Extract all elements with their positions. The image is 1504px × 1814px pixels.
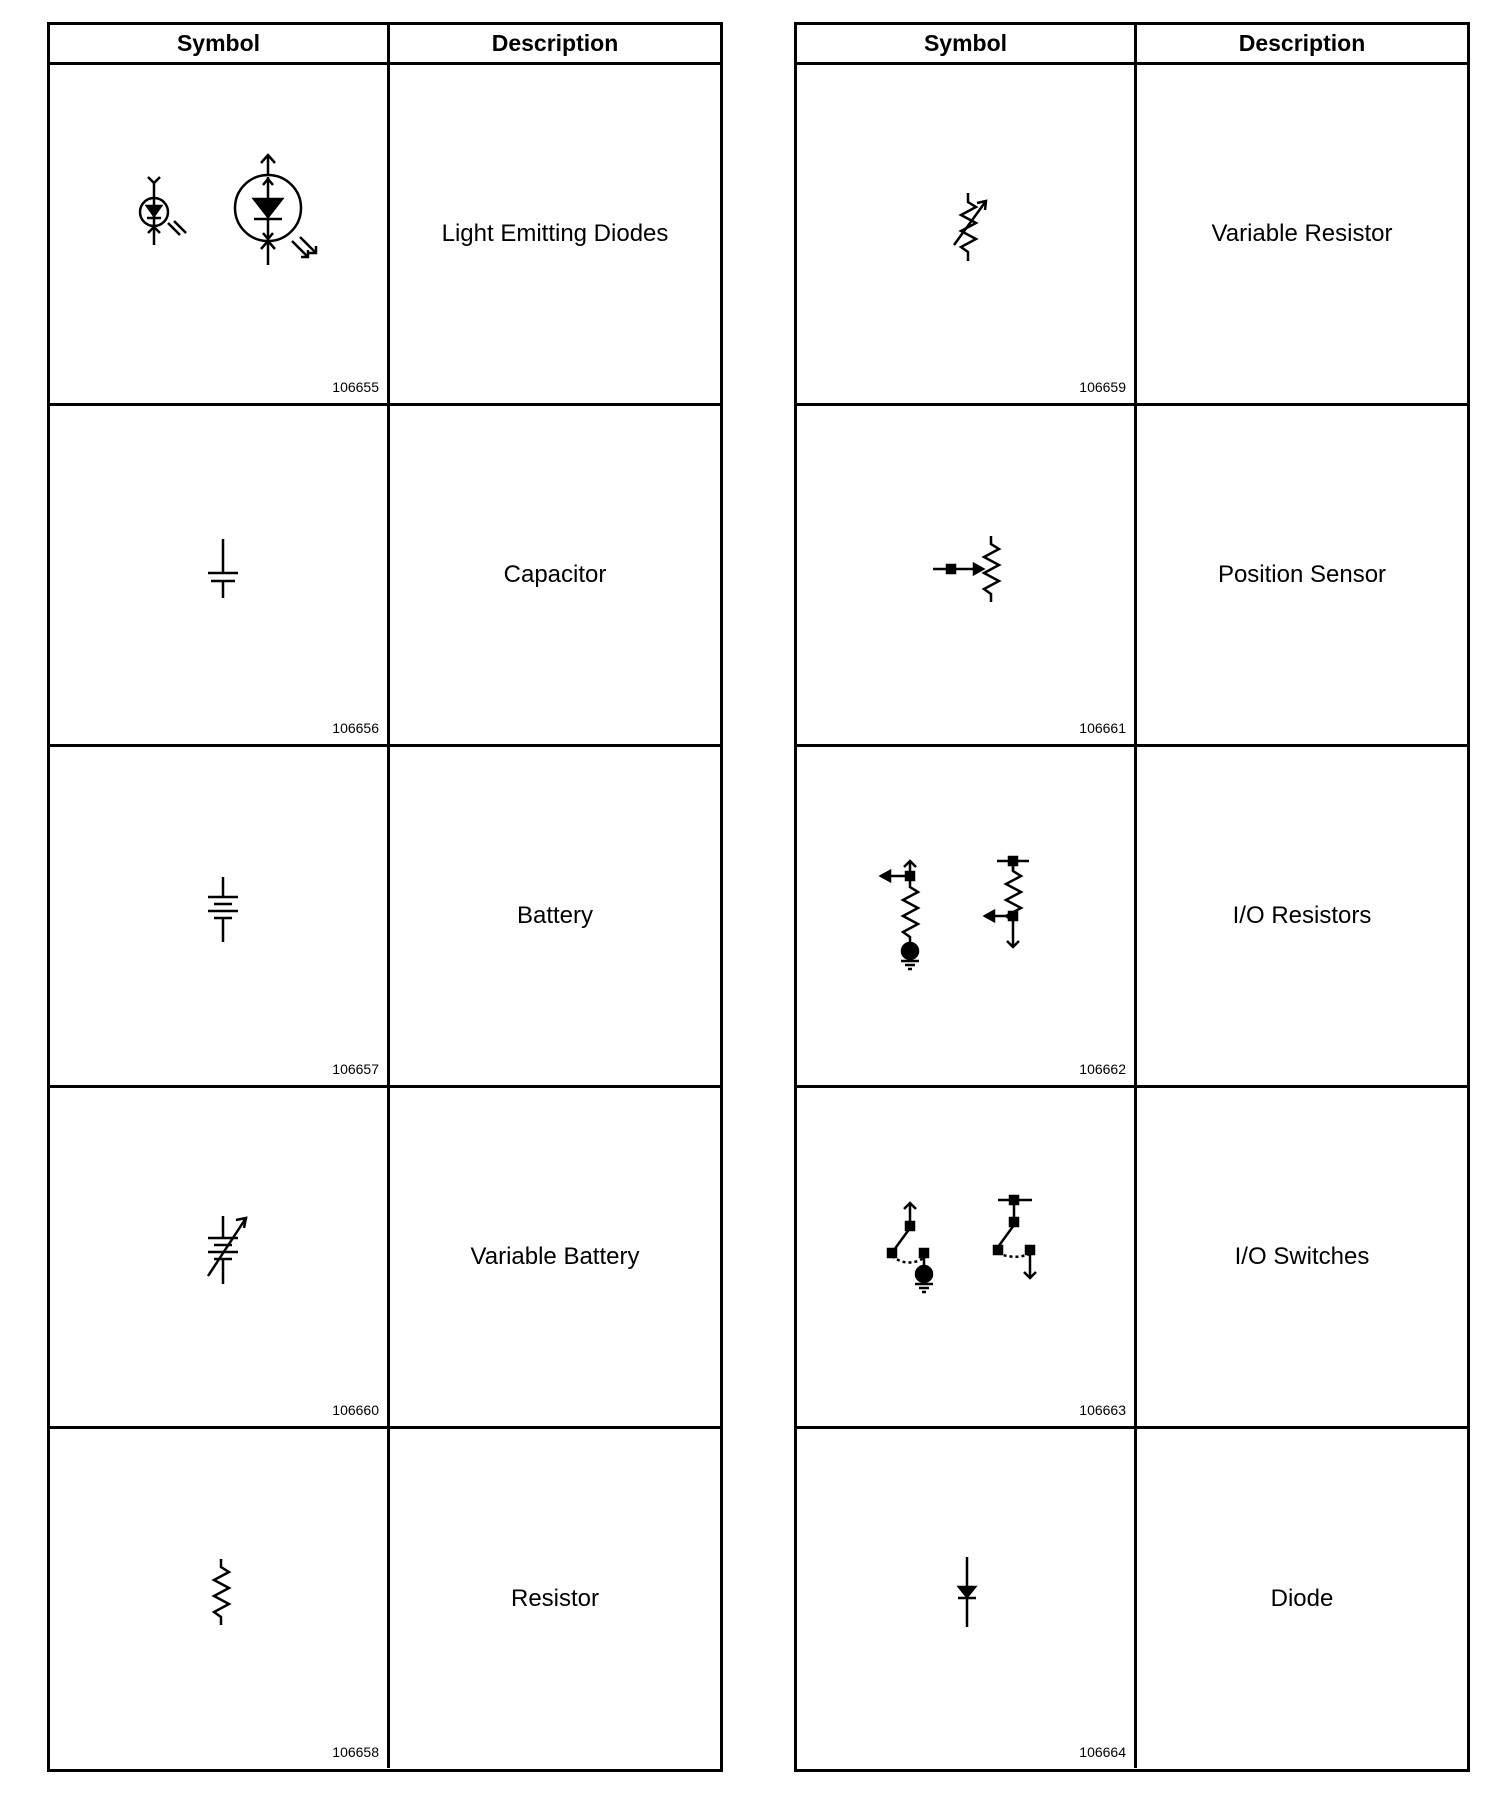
symbol-table-right <box>794 22 1470 1772</box>
capacitor-icon <box>50 406 387 744</box>
symbol-cell <box>797 406 1137 744</box>
table-row <box>797 65 1467 406</box>
figure-number: 106664 <box>1079 1744 1126 1760</box>
io-switches-icon <box>797 1088 1134 1426</box>
figure-number: 106657 <box>332 1061 379 1077</box>
description-cell: I/O Switches <box>1234 1243 1370 1270</box>
description-cell: Capacitor <box>503 561 607 588</box>
symbol-cell <box>797 1088 1137 1426</box>
symbol-column-header: Symbol <box>50 25 390 62</box>
symbol-cell <box>797 65 1137 403</box>
figure-number: 106660 <box>332 1402 379 1418</box>
figure-number: 106661 <box>1079 720 1126 736</box>
resistor-icon <box>50 1429 387 1767</box>
table-row <box>50 65 720 406</box>
description-cell: Light Emitting Diodes <box>441 220 669 247</box>
description-cell: Battery <box>516 902 594 929</box>
figure-number: 106656 <box>332 720 379 736</box>
symbol-cell <box>50 1429 390 1768</box>
description-cell: Variable Battery <box>470 1243 640 1270</box>
symbol-cell <box>797 747 1137 1085</box>
io-resistors-icon <box>797 747 1134 1085</box>
description-column-header: Description <box>1238 30 1366 56</box>
table-row <box>797 406 1467 747</box>
figure-number: 106663 <box>1079 1402 1126 1418</box>
position-sensor-icon <box>797 406 1134 744</box>
table-row <box>50 1429 720 1768</box>
figure-number: 106655 <box>332 379 379 395</box>
light-emitting-diodes-icon <box>50 65 387 403</box>
table-row <box>50 747 720 1088</box>
figure-number: 106662 <box>1079 1061 1126 1077</box>
table-row <box>797 1088 1467 1429</box>
symbol-table-left <box>47 22 723 1772</box>
description-cell: Diode <box>1270 1584 1334 1612</box>
description-cell: Position Sensor <box>1217 561 1387 588</box>
diode-icon <box>797 1429 1134 1767</box>
variable-battery-icon <box>50 1088 387 1426</box>
table-header <box>50 25 720 65</box>
symbol-column-header: Symbol <box>797 25 1137 62</box>
symbol-cell <box>797 1429 1137 1768</box>
battery-icon <box>50 747 387 1085</box>
symbol-cell <box>50 1088 390 1426</box>
table-row <box>797 747 1467 1088</box>
table-header <box>797 25 1467 65</box>
description-cell: I/O Resistors <box>1232 902 1372 929</box>
variable-resistor-icon <box>797 65 1134 403</box>
table-row <box>797 1429 1467 1768</box>
figure-number: 106658 <box>332 1744 379 1760</box>
symbol-cell <box>50 406 390 744</box>
description-cell: Variable Resistor <box>1211 220 1393 247</box>
description-cell: Resistor <box>510 1584 600 1612</box>
figure-number: 106659 <box>1079 379 1126 395</box>
symbol-cell <box>50 65 390 403</box>
table-row <box>50 406 720 747</box>
symbol-cell <box>50 747 390 1085</box>
description-column-header: Description <box>491 30 619 56</box>
table-row <box>50 1088 720 1429</box>
